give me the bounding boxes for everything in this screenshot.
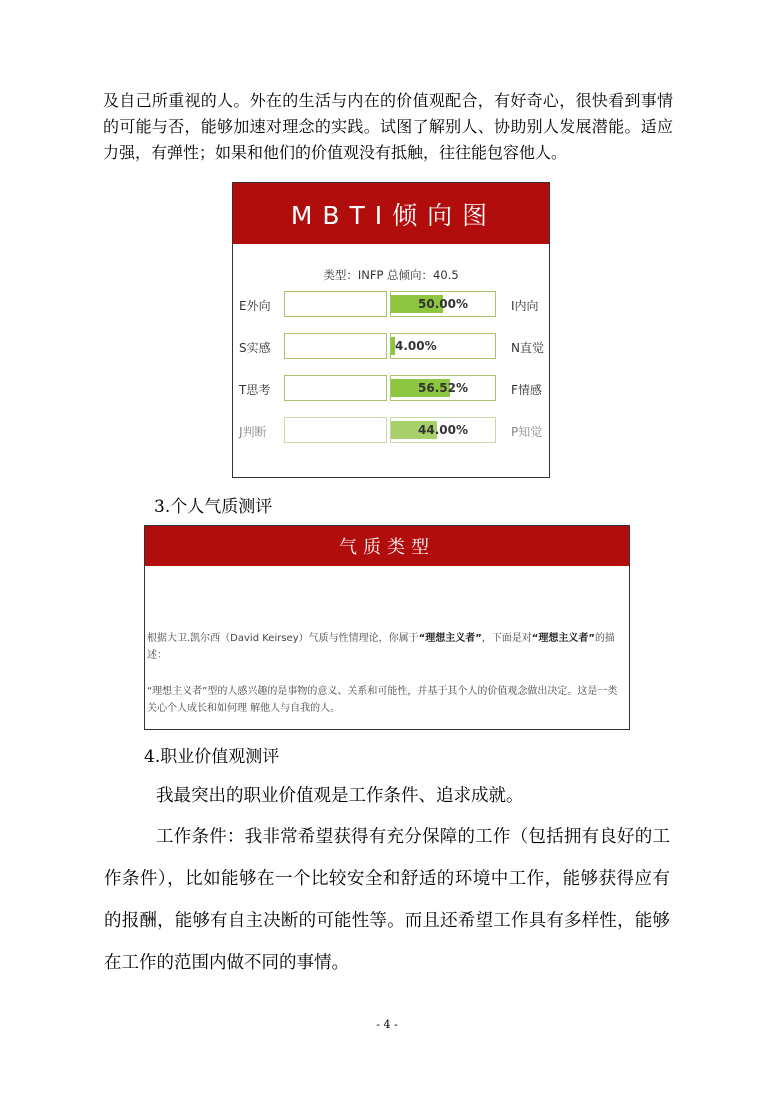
- mbti-value-label: 4.00%: [395, 339, 437, 353]
- temperament-intro: 根据大卫.凯尔西（David Keirsey）气质与性情理论，你属于“理想主义者”，下面是对“理想主义者”的描述：: [147, 633, 615, 661]
- mbti-right-label: I内向: [511, 299, 539, 313]
- section-4-title: 4.职业价值观测评: [144, 747, 280, 767]
- mbti-summary: 类型：INFP 总倾向：40.5: [323, 268, 459, 282]
- mbti-left-label: J判断: [239, 425, 267, 439]
- temperament-description: “理想主义者”型的人感兴趣的是事物的意义、关系和可能性，并基于其个人的价值观念做出决定。这是一类关心个人成长和如何理 解他人与自我的人。: [147, 686, 618, 714]
- mbti-right-label: N直觉: [511, 341, 544, 355]
- mbti-left-track: [284, 417, 387, 443]
- mbti-row-jp: [233, 417, 549, 445]
- mbti-row-sn: [233, 333, 549, 361]
- section-3-title: 3.个人气质测评: [154, 497, 273, 517]
- mbti-value-label: 50.00%: [418, 297, 468, 311]
- mbti-right-track: [390, 417, 496, 443]
- mbti-left-track: [284, 333, 387, 359]
- mbti-right-track: [390, 375, 496, 401]
- mbti-right-label: F情感: [511, 383, 542, 397]
- mbti-chart: [232, 182, 550, 478]
- mbti-row-ei: [233, 291, 549, 319]
- mbti-row-tf: [233, 375, 549, 403]
- body-paragraph-2: 工作条件：我非常希望获得有充分保障的工作（包括拥有良好的工作条件），比如能够在一个比较安全和舒适的环境中工作，能够获得应有的报酬，能够有自主决断的可能性等。而且还希望工作具有多样性，能够在工作的范围内做不同的事情。: [104, 827, 670, 973]
- mbti-left-track: [284, 375, 387, 401]
- mbti-chart-title: MBTI倾向图: [233, 183, 549, 244]
- mbti-value-label: 44.00%: [418, 423, 468, 437]
- temperament-panel: [144, 525, 630, 730]
- mbti-right-track: [390, 291, 496, 317]
- mbti-left-label: S实感: [239, 341, 271, 355]
- mbti-left-label: E外向: [239, 299, 271, 313]
- intro-paragraph: 及自己所重视的人。外在的生活与内在的价值观配合，有好奇心，很快看到事情的可能与否，能够加速对理念的实践。试图了解别人、协助别人发展潜能。适应力强，有弹性；如果和他们的价值观没有抵触，往往能包容他人。: [103, 91, 673, 162]
- mbti-right-track: [390, 333, 496, 359]
- mbti-value-label: 56.52%: [418, 381, 468, 395]
- page-number: - 4 -: [376, 1018, 398, 1031]
- body-paragraph-1: 我最突出的职业价值观是工作条件、追求成就。: [156, 786, 524, 806]
- mbti-left-label: T思考: [239, 383, 271, 397]
- mbti-right-label: P知觉: [511, 425, 543, 439]
- mbti-left-track: [284, 291, 387, 317]
- temperament-title: 气质类型: [145, 526, 629, 566]
